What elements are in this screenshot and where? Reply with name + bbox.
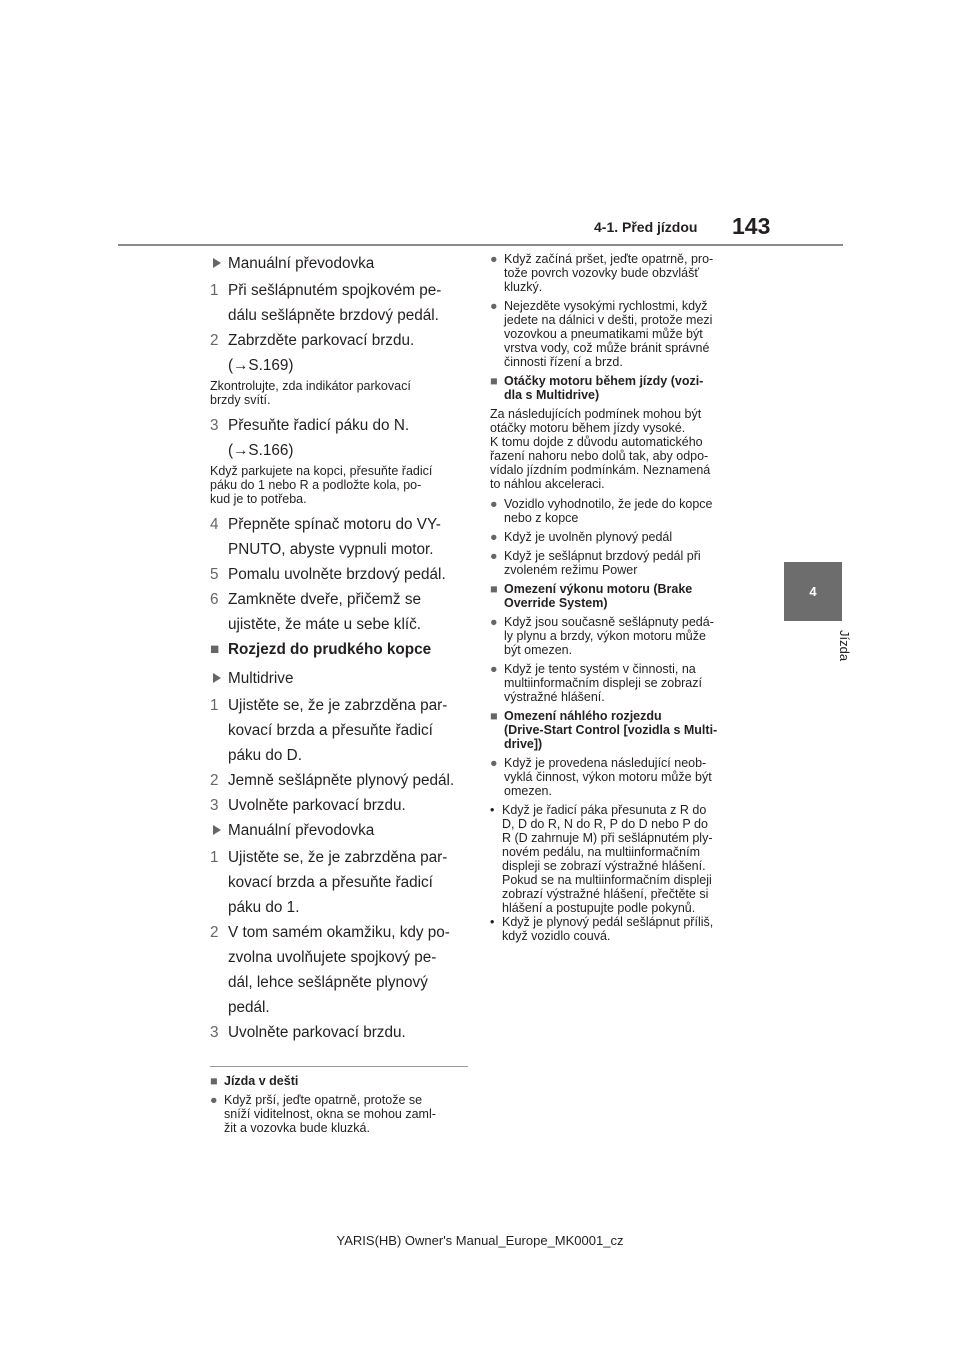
- dash-item: [490, 915, 760, 943]
- text-line: Když je uvolněn plynový pedál: [504, 530, 673, 544]
- text-line: kovací brzda a přesuňte řadicí: [228, 722, 433, 739]
- circle-bullet-icon: ●: [210, 1093, 218, 1107]
- circle-bullet-icon: ●: [490, 756, 498, 770]
- step-number: 2: [210, 772, 219, 789]
- text-line: Pokud se na multiinformačním displeji: [502, 873, 712, 887]
- text-line: dál, lehce sešlápněte plynový: [228, 974, 428, 991]
- text-line: PNUTO, abyste vypnuli motor.: [228, 541, 434, 558]
- text-line: zvolna uvolňujete spojkový pe-: [228, 949, 437, 966]
- text-line: páku do D.: [228, 747, 302, 764]
- bullet-item: [490, 615, 760, 657]
- square-bullet-icon: ■: [490, 374, 498, 388]
- text-line: R (D zahrnuje M) při sešlápnutém ply-: [502, 831, 713, 845]
- note-parking-indicator: [210, 379, 470, 407]
- text-line: zobrazí výstražné hlášení, přečtěte si: [502, 887, 709, 901]
- text-line: Při sešlápnutém spojkovém pe-: [228, 282, 442, 299]
- rain-heading: ■ Jízda v dešti: [210, 1074, 299, 1088]
- text-line: žit a vozovka bude kluzká.: [224, 1121, 370, 1135]
- text-line: Uvolněte parkovací brzdu.: [228, 1024, 406, 1041]
- text-line: tože povrch vozovky bude obzvlášť: [504, 266, 700, 280]
- step-item: [210, 513, 470, 561]
- text-line: Vozidlo vyhodnotilo, že jede do kopce: [504, 497, 713, 511]
- bullet-item: [490, 252, 760, 294]
- circle-bullet-icon: ●: [490, 252, 498, 266]
- text-line: Pomalu uvolněte brzdový pedál.: [228, 566, 446, 583]
- step-item: [210, 1021, 470, 1044]
- text-line: vídalo jízdním podmínkám. Neznamená: [490, 463, 711, 477]
- text-line: Zkontrolujte, zda indikátor parkovací: [210, 379, 411, 393]
- text-line: D, D do R, N do R, P do D nebo P do: [502, 817, 708, 831]
- text-line: novém pedálu, na multiinformačním: [502, 845, 701, 859]
- right-column: [490, 252, 760, 943]
- bullet-item: [490, 662, 760, 704]
- footer: YARIS(HB) Owner's Manual_Europe_MK0001_cz: [336, 1233, 624, 1248]
- rain-bullets: [210, 1093, 470, 1135]
- text-line: ujistěte, že máte u sebe klíč.: [228, 616, 422, 633]
- triangle-icon: [213, 825, 221, 835]
- rpm-paragraph: [490, 407, 760, 491]
- bullet-item: [490, 497, 760, 525]
- text-line: displeji se zobrazí výstražné hlášení.: [502, 859, 706, 873]
- square-bullet-icon: ■: [490, 709, 498, 723]
- text-line: Zabrzděte parkovací brzdu.: [228, 332, 415, 349]
- text-line: Když začíná pršet, jeďte opatrně, pro-: [504, 252, 714, 266]
- text-line: sníží viditelnost, okna se mohou zaml-: [224, 1107, 436, 1121]
- steps-c: [210, 513, 470, 636]
- brake-override-heading: [490, 582, 760, 610]
- step-number: 5: [210, 566, 219, 583]
- dash-item: [490, 803, 760, 915]
- text-line: hlášení a postupujte podle pokynů.: [502, 901, 696, 915]
- text-line: Omezení výkonu motoru (Brake: [504, 582, 693, 596]
- text-line: řazení nahoru nebo dolů tak, aby odpo-: [490, 449, 709, 463]
- step-number: 6: [210, 591, 219, 608]
- step-item: [210, 588, 470, 636]
- text-line: Když je provedena následující neob-: [504, 756, 707, 770]
- text-line: Zamkněte dveře, přičemž se: [228, 591, 421, 608]
- text-line: kluzký.: [504, 280, 543, 294]
- manual-transmission-heading-2: Manuální převodovka: [210, 819, 470, 842]
- text-line: dálu sešlápněte brzdový pedál.: [228, 307, 439, 324]
- text-line: Za následujících podmínek mohou být: [490, 407, 702, 421]
- text-line: kud je to potřeba.: [210, 492, 307, 506]
- text-line: Override System): [504, 596, 608, 610]
- note-hill-parking: [210, 464, 470, 506]
- chapter-side-label: Jízda: [837, 630, 852, 662]
- dash-bullet-icon: •: [490, 915, 495, 929]
- header-rule: [118, 244, 843, 246]
- text-line: Nejezděte vysokými rychlostmi, když: [504, 299, 708, 313]
- step-item: [210, 794, 470, 817]
- text-line: multiinformačním displeji se zobrazí: [504, 676, 702, 690]
- rain-bullets-right: [490, 252, 760, 369]
- square-bullet-icon: ■: [490, 582, 498, 596]
- bullet-item: [490, 756, 760, 798]
- text-line: Když je řadicí páka přesunuta z R do: [502, 803, 707, 817]
- dash-bullet-icon: •: [490, 803, 495, 817]
- text-line: jedete na dálnici v dešti, protože mezi: [504, 313, 713, 327]
- square-bullet-icon: ■: [210, 1074, 218, 1088]
- step-item: [210, 329, 470, 377]
- page-number: 143: [732, 213, 771, 239]
- step-number: 4: [210, 516, 219, 533]
- text-line: Otáčky motoru během jízdy (vozi-: [504, 374, 704, 388]
- step-item: [210, 769, 470, 792]
- step-item: [210, 846, 470, 919]
- text-line: Uvolněte parkovací brzdu.: [228, 797, 406, 814]
- text-line: Omezení náhlého rozjezdu: [504, 709, 662, 723]
- text-line: pedál.: [228, 999, 270, 1016]
- steps-e: [210, 846, 470, 1044]
- step-number: 1: [210, 282, 219, 299]
- circle-bullet-icon: ●: [490, 662, 498, 676]
- step-item: [210, 414, 470, 462]
- text-line: páku do 1.: [228, 899, 300, 916]
- step-item: [210, 694, 470, 767]
- steps-d: [210, 694, 470, 817]
- text-line: Jemně sešlápněte plynový pedál.: [228, 772, 455, 789]
- drive-start-bullet: [490, 756, 760, 798]
- text-line: drive]): [504, 737, 543, 751]
- text-line: (Drive-Start Control [vozidla s Multi-: [504, 723, 718, 737]
- steps-b: [210, 414, 470, 462]
- chapter-tab[interactable]: 4: [784, 562, 842, 621]
- rpm-bullets: [490, 497, 760, 577]
- text-line: vyklá činnost, výkon motoru může být: [504, 770, 712, 784]
- text-line: dla s Multidrive): [504, 388, 600, 402]
- uphill-start-heading: ■ Rozjezd do prudkého kopce: [210, 638, 470, 661]
- bullet-item: [490, 299, 760, 369]
- circle-bullet-icon: ●: [490, 299, 498, 313]
- bullet-item: [490, 549, 760, 577]
- text-line: činnosti řízení a brzd.: [504, 355, 623, 369]
- text-line: Když je plynový pedál sešlápnut příliš,: [502, 915, 714, 929]
- text-line: Když je sešlápnut brzdový pedál při: [504, 549, 701, 563]
- text-line: Když jsou současně sešlápnuty pedá-: [504, 615, 714, 629]
- step-number: 2: [210, 332, 219, 349]
- text-line: Přesuňte řadicí páku do N.: [228, 417, 410, 434]
- text-line: brzdy svítí.: [210, 393, 271, 407]
- step-number: 1: [210, 849, 219, 866]
- step-number: 3: [210, 1024, 219, 1041]
- text-line: páku do 1 nebo R a podložte kola, po-: [210, 478, 422, 492]
- drive-start-control-heading: [490, 709, 760, 751]
- rpm-heading: [490, 374, 760, 402]
- square-bullet-icon: ■: [210, 641, 220, 658]
- text-line: zvoleném režimu Power: [504, 563, 638, 577]
- text-line: výstražné hlášení.: [504, 690, 605, 704]
- text-line: ly plynu a brzdy, výkon motoru může: [504, 629, 706, 643]
- text-line: být omezen.: [504, 643, 573, 657]
- step-number: 3: [210, 797, 219, 814]
- text-line: (→S.166): [228, 442, 294, 459]
- triangle-icon: [213, 673, 221, 683]
- text-line: Když parkujete na kopci, přesuňte řadicí: [210, 464, 433, 478]
- text-line: Ujistěte se, že je zabrzděna par-: [228, 849, 448, 866]
- section-title: 4-1. Před jízdou: [594, 219, 698, 235]
- text-line: to náhlou akceleraci.: [490, 477, 605, 491]
- drive-start-dashes: [490, 803, 760, 943]
- multidrive-heading: Multidrive: [210, 667, 470, 690]
- bullet-item: [210, 1093, 470, 1135]
- text-line: omezen.: [504, 784, 552, 798]
- step-item: [210, 921, 470, 1019]
- text-line: když vozidlo couvá.: [502, 929, 611, 943]
- circle-bullet-icon: ●: [490, 549, 498, 563]
- brake-override-bullets: [490, 615, 760, 704]
- step-item: [210, 279, 470, 327]
- text-line: Ujistěte se, že je zabrzděna par-: [228, 697, 448, 714]
- text-line: Přepněte spínač motoru do VY-: [228, 516, 441, 533]
- text-line: (→S.169): [228, 357, 294, 374]
- left-column: [210, 252, 470, 1140]
- text-line: Když je tento systém v činnosti, na: [504, 662, 696, 676]
- text-line: vrstva vody, což může bránit správné: [504, 341, 710, 355]
- text-line: Když prší, jeďte opatrně, protože se: [224, 1093, 423, 1107]
- text-line: nebo z kopce: [504, 511, 579, 525]
- step-number: 2: [210, 924, 219, 941]
- step-number: 1: [210, 697, 219, 714]
- triangle-icon: [213, 258, 221, 268]
- bullet-item: [490, 530, 760, 544]
- steps-a: [210, 279, 470, 377]
- text-line: kovací brzda a přesuňte řadicí: [228, 874, 433, 891]
- text-line: K tomu dojde z důvodu automatického: [490, 435, 703, 449]
- text-line: V tom samém okamžiku, kdy po-: [228, 924, 450, 941]
- circle-bullet-icon: ●: [490, 615, 498, 629]
- circle-bullet-icon: ●: [490, 530, 498, 544]
- section-separator: [210, 1066, 468, 1067]
- step-item: [210, 563, 470, 586]
- manual-transmission-heading: Manuální převodovka: [210, 252, 470, 275]
- step-number: 3: [210, 417, 219, 434]
- text-line: otáčky motoru během jízdy vysoké.: [490, 421, 686, 435]
- text-line: vozovkou a pneumatikami může být: [504, 327, 703, 341]
- circle-bullet-icon: ●: [490, 497, 498, 511]
